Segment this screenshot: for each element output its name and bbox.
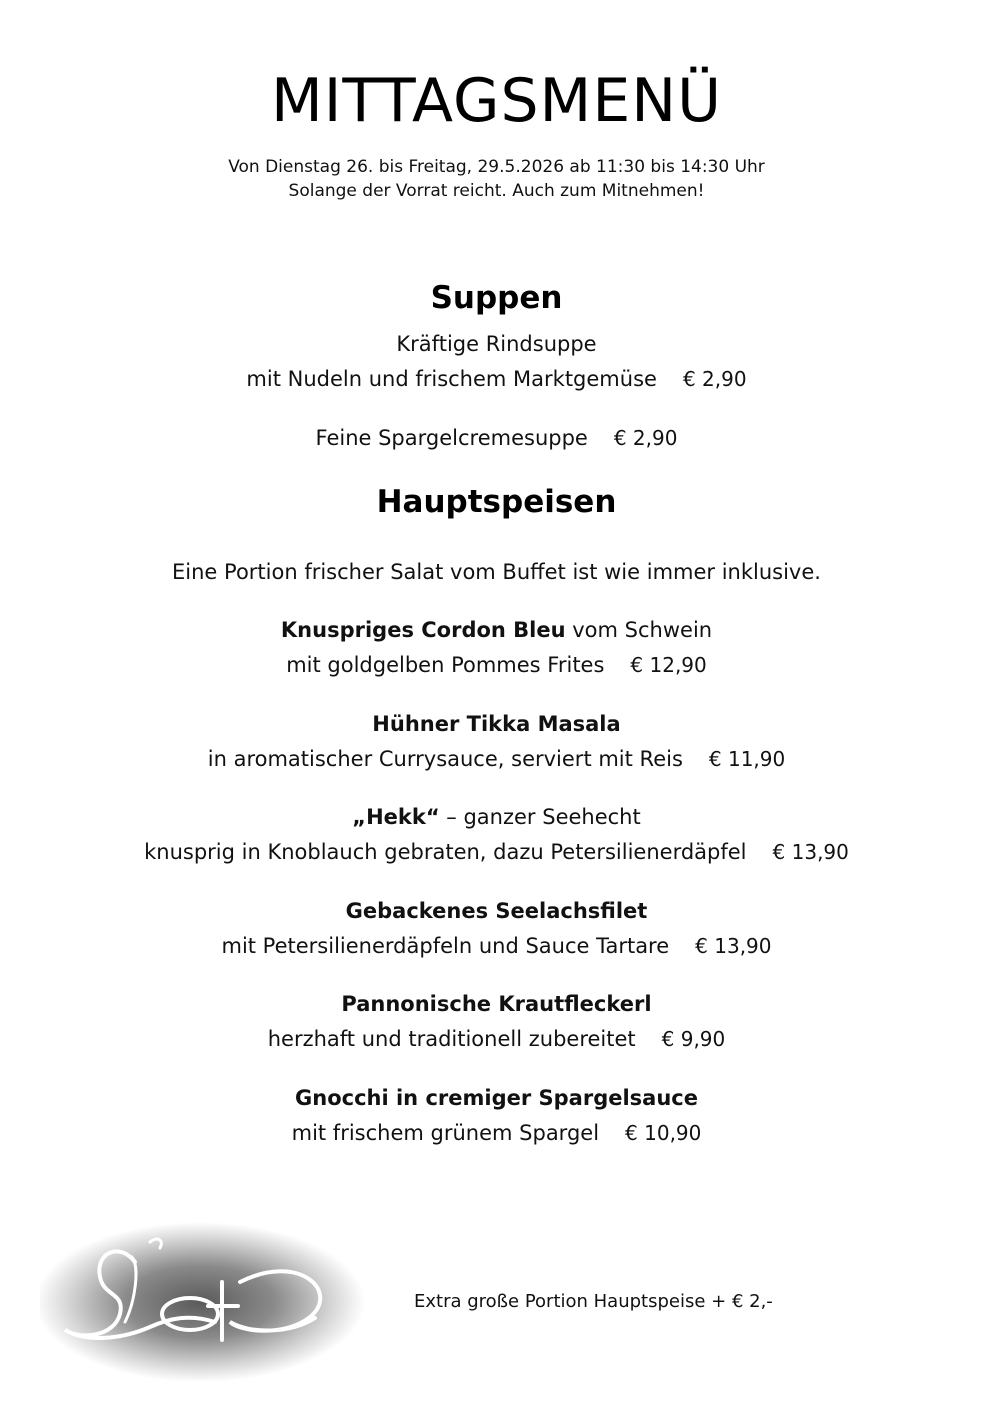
salad-note: Eine Portion frischer Salat vom Buffet ist wie immer inklusive. bbox=[172, 560, 821, 584]
extra-portion-note: Extra große Portion Hauptspeise + € 2,- bbox=[414, 1291, 773, 1312]
main-1-title-row bbox=[0, 615, 993, 645]
main-6-price: € 10,90 bbox=[625, 1121, 702, 1145]
main-1-name-suffix: vom Schwein bbox=[565, 618, 713, 642]
main-6-name: Gnocchi in cremiger Spargelsauce bbox=[295, 1086, 698, 1110]
main-2-description: in aromatischer Currysauce, serviert mit Reis bbox=[207, 747, 683, 771]
main-4-price: € 13,90 bbox=[695, 934, 772, 958]
availability-note: Solange der Vorrat reicht. Auch zum Mitnehmen! bbox=[288, 181, 705, 201]
main-3-description-row bbox=[0, 837, 993, 867]
soup-1-description: mit Nudeln und frischem Marktgemüse bbox=[246, 367, 657, 391]
main-3-title-row bbox=[0, 802, 993, 832]
page-title: MITTAGSMENÜ bbox=[270, 66, 723, 136]
soup-1-name: Kräftige Rindsuppe bbox=[396, 332, 597, 356]
soup-1-description-row bbox=[0, 364, 993, 394]
main-2-description-row bbox=[0, 744, 993, 774]
soups-heading: Suppen bbox=[430, 280, 563, 316]
soup-2-name: Feine Spargelcremesuppe bbox=[315, 426, 588, 450]
mains-heading: Hauptspeisen bbox=[376, 484, 617, 520]
date-range: Von Dienstag 26. bis Freitag, 29.5.2026 ab 11:30 bis 14:30 Uhr bbox=[228, 157, 765, 177]
logo-graphic bbox=[40, 1222, 370, 1382]
main-4-name: Gebackenes Seelachsfilet bbox=[345, 899, 648, 923]
main-1-description: mit goldgelben Pommes Frites bbox=[286, 653, 605, 677]
main-1-price: € 12,90 bbox=[630, 653, 707, 677]
main-5-description: herzhaft und traditionell zubereitet bbox=[267, 1027, 636, 1051]
soup-2-row bbox=[0, 423, 993, 453]
restaurant-logo bbox=[40, 1222, 370, 1382]
main-6-description: mit frischem grünem Spargel bbox=[291, 1121, 600, 1145]
main-3-price: € 13,90 bbox=[772, 840, 849, 864]
menu-dates bbox=[0, 155, 993, 203]
main-5-name: Pannonische Krautfleckerl bbox=[341, 992, 652, 1016]
main-3-name-suffix: – ganzer Seehecht bbox=[439, 805, 641, 829]
main-1-description-row bbox=[0, 650, 993, 680]
main-4-description: mit Petersilienerdäpfeln und Sauce Tartare bbox=[221, 934, 670, 958]
soup-2-price: € 2,90 bbox=[613, 426, 678, 450]
main-5-price: € 9,90 bbox=[661, 1027, 726, 1051]
main-4-description-row bbox=[0, 931, 993, 961]
main-1-name: Knuspriges Cordon Bleu bbox=[280, 618, 566, 642]
main-6-description-row bbox=[0, 1118, 993, 1148]
soup-1-price: € 2,90 bbox=[682, 367, 747, 391]
main-2-price: € 11,90 bbox=[708, 747, 786, 771]
main-5-description-row bbox=[0, 1024, 993, 1054]
main-3-description: knusprig in Knoblauch gebraten, dazu Petersilienerdäpfel bbox=[144, 840, 747, 864]
main-2-name: Hühner Tikka Masala bbox=[372, 712, 621, 736]
main-3-name: „Hekk“ bbox=[352, 805, 440, 829]
